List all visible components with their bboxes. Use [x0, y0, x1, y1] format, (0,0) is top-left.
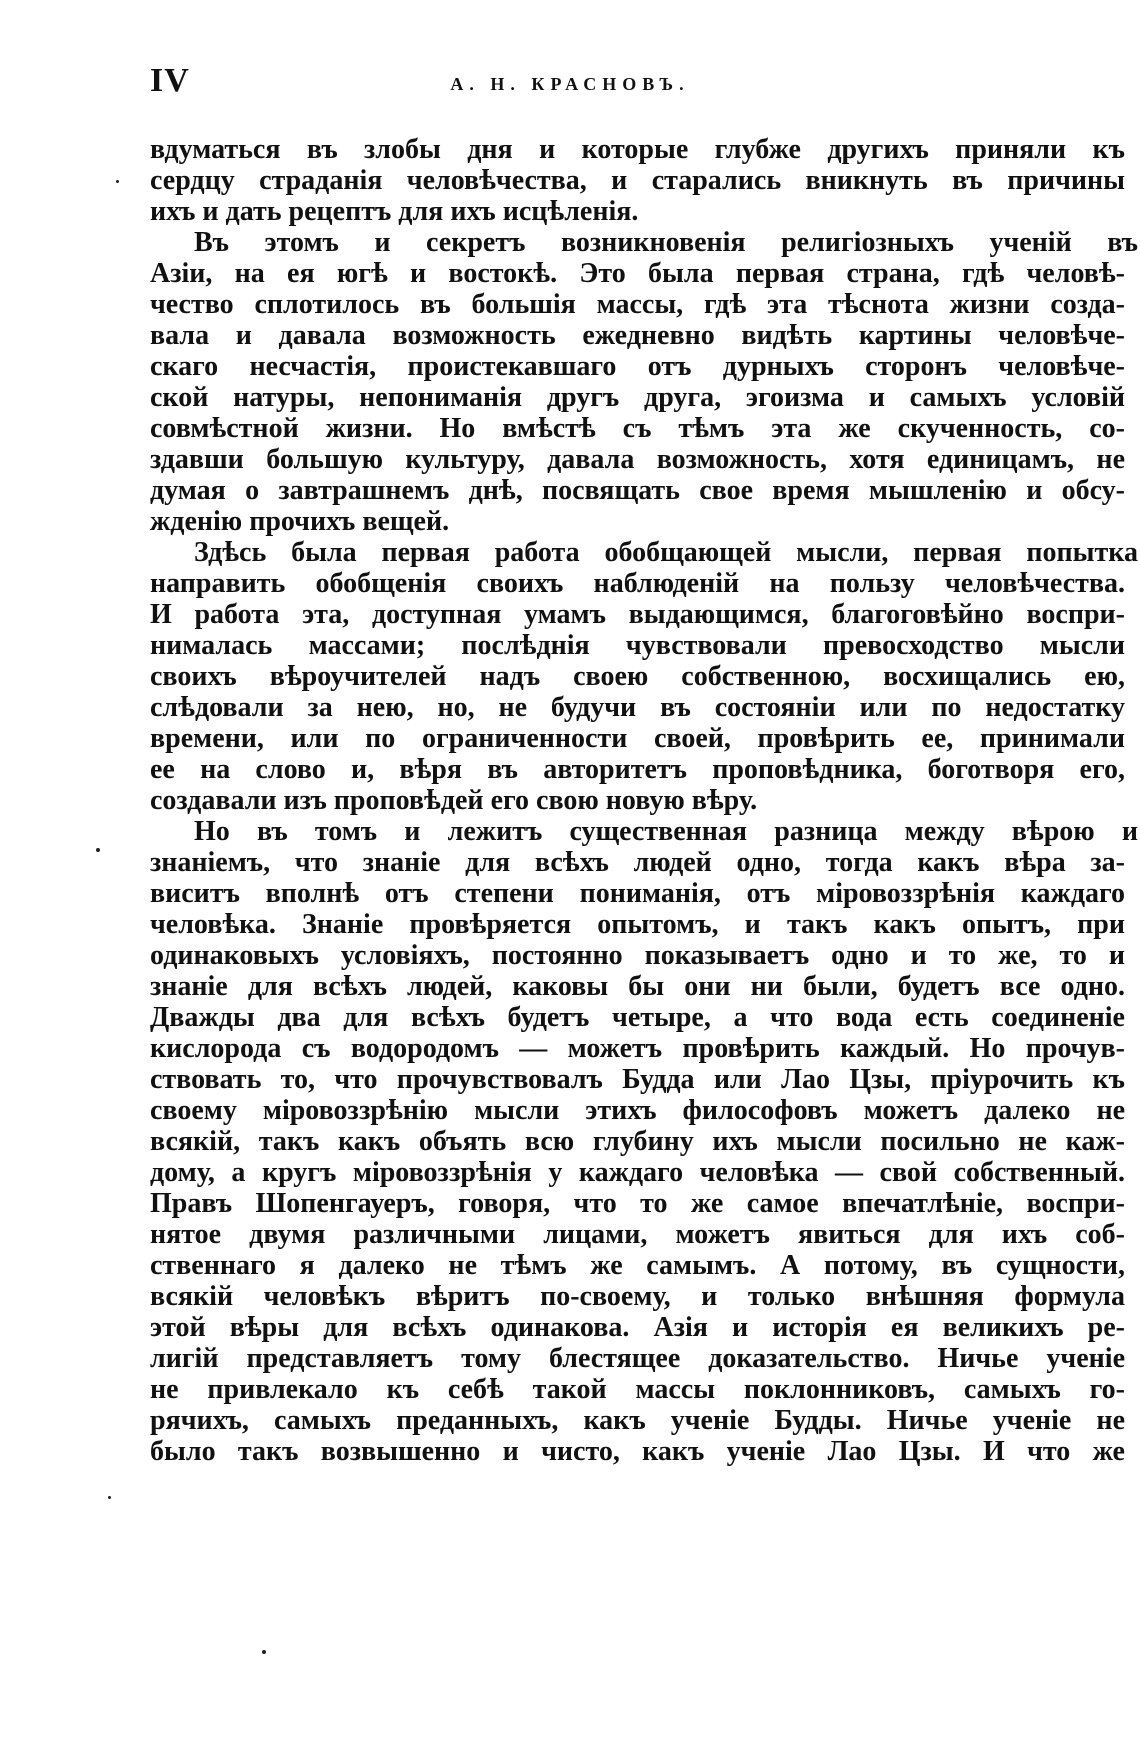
- text-line: ихъ и дать рецептъ для ихъ исцѣленія.: [150, 196, 639, 227]
- text-line: знаніе для всѣхъ людей, каковы бы они ни были, будетъ все одно.: [150, 971, 1125, 1002]
- running-head: А. Н. КРАСНОВЪ.: [450, 74, 690, 94]
- text-line: сердцу страданія человѣчества, и старались вникнуть въ причины: [150, 165, 1125, 196]
- text-line: было такъ возвышенно и чисто, какъ ученіе Лао Цзы. И что же: [150, 1436, 1125, 1467]
- scan-speck: [262, 1650, 266, 1654]
- text-line: всякій, такъ какъ объять всю глубину ихъ мысли посильно не каж-: [150, 1126, 1125, 1157]
- text-line: Въ этомъ и секретъ возникновенія религіозныхъ ученій въ: [194, 227, 1138, 258]
- text-line: чество сплотилось въ большія массы, гдѣ эта тѣснота жизни созда-: [150, 289, 1125, 320]
- text-line: человѣка. Знаніе провѣряется опытомъ, и такъ какъ опытъ, при: [150, 909, 1125, 940]
- text-line: Азіи, на ея югѣ и востокѣ. Это была первая страна, гдѣ человѣ-: [150, 258, 1125, 289]
- text-line: своему міровоззрѣнію мысли этихъ философовъ можетъ далеко не: [150, 1095, 1125, 1126]
- body-text: [150, 134, 1138, 1467]
- text-line: Дважды два для всѣхъ будетъ четыре, а что вода есть соединеніе: [150, 1002, 1125, 1033]
- text-line: дому, а кругъ міровоззрѣнія у каждаго человѣка — свой собственный.: [150, 1157, 1125, 1188]
- text-line: виситъ вполнѣ отъ степени пониманія, отъ міровоззрѣнія каждаго: [150, 878, 1125, 909]
- text-line: своихъ вѣроучителей надъ своею собственною, восхищались ею,: [150, 661, 1125, 692]
- text-line: создавали изъ проповѣдей его свою новую вѣру.: [150, 785, 758, 816]
- text-line: кислорода съ водородомъ — можетъ провѣрить каждый. Но прочув-: [150, 1033, 1125, 1064]
- text-line: вдуматься въ злобы дня и которые глубже другихъ приняли къ: [150, 134, 1125, 165]
- text-line: Правъ Шопенгауеръ, говоря, что то же самое впечатлѣніе, воспри-: [150, 1188, 1125, 1219]
- text-line: ской натуры, непониманія другъ друга, эгоизма и самыхъ условій: [150, 382, 1125, 413]
- text-line: знаніемъ, что знаніе для всѣхъ людей одно, тогда какъ вѣра за-: [150, 847, 1125, 878]
- text-line: скаго несчастія, проистекавшаго отъ дурныхъ сторонъ человѣче-: [150, 351, 1125, 382]
- text-line: совмѣстной жизни. Но вмѣстѣ съ тѣмъ эта же скученность, со-: [150, 413, 1125, 444]
- scan-speck: [96, 848, 100, 852]
- text-line: рячихъ, самыхъ преданныхъ, какъ ученіе Будды. Ничье ученіе не: [150, 1405, 1125, 1436]
- text-line: времени, или по ограниченности своей, провѣрить ее, принимали: [150, 723, 1125, 754]
- text-line: ее на слово и, вѣря въ авторитетъ проповѣдника, боготворя его,: [150, 754, 1125, 785]
- text-line: ственнаго я далеко не тѣмъ же самымъ. А потому, въ сущности,: [150, 1250, 1125, 1281]
- text-line: Здѣсь была первая работа обобщающей мысли, первая попытка: [194, 537, 1138, 568]
- scan-speck: [116, 180, 119, 183]
- text-line: не привлекало къ себѣ такой массы поклонниковъ, самыхъ го-: [150, 1374, 1125, 1405]
- scan-speck: [108, 1496, 111, 1499]
- text-line: нятое двумя различными лицами, можетъ явиться для ихъ соб-: [150, 1219, 1125, 1250]
- text-line: направить обобщенія своихъ наблюденій на пользу человѣчества.: [150, 568, 1125, 599]
- page-number: IV: [150, 62, 190, 99]
- text-line: думая о завтрашнемъ днѣ, посвящать свое время мышленію и обсу-: [150, 475, 1125, 506]
- text-line: ствовать то, что прочувствовалъ Будда или Лао Цзы, пріурочить къ: [150, 1064, 1125, 1095]
- text-line: этой вѣры для всѣхъ одинакова. Азія и исторія ея великихъ ре-: [150, 1312, 1125, 1343]
- text-line: здавши большую культуру, давала возможность, хотя единицамъ, не: [150, 444, 1125, 475]
- text-line: нималась массами; послѣднія чувствовали превосходство мысли: [150, 630, 1125, 661]
- text-line: всякій человѣкъ вѣритъ по-своему, и только внѣшняя формула: [150, 1281, 1125, 1312]
- text-line: лигій представляетъ тому блестящее доказательство. Ничье ученіе: [150, 1343, 1125, 1374]
- text-line: Но въ томъ и лежитъ существенная разница между вѣрою и: [194, 816, 1138, 847]
- text-line: И работа эта, доступная умамъ выдающимся, благоговѣйно воспри-: [150, 599, 1125, 630]
- text-line: одинаковыхъ условіяхъ, постоянно показываетъ одно и то же, то и: [150, 940, 1125, 971]
- text-line: жденію прочихъ вещей.: [150, 506, 450, 537]
- text-line: вала и давала возможность ежедневно видѣть картины человѣче-: [150, 320, 1125, 351]
- text-line: слѣдовали за нею, но, не будучи въ состояніи или по недостатку: [150, 692, 1125, 723]
